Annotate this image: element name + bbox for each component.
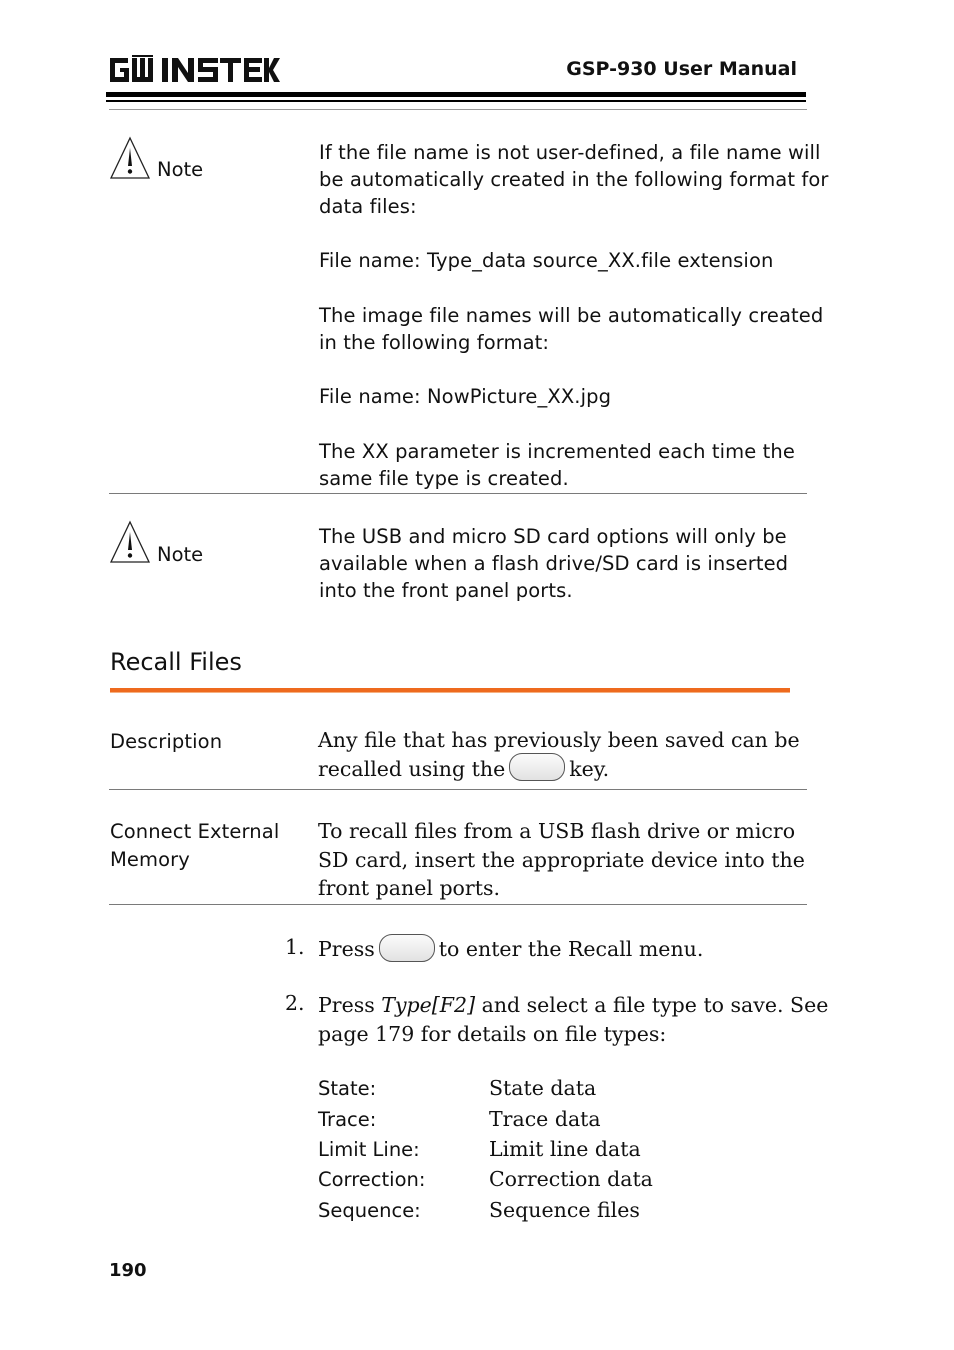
header-rule-thick bbox=[106, 92, 806, 97]
note-body bbox=[319, 438, 795, 492]
row-separator bbox=[109, 493, 807, 494]
step-text: Press bbox=[318, 993, 382, 1017]
step-number: 2. bbox=[285, 991, 305, 1015]
step-2-text bbox=[318, 991, 828, 1048]
note-body bbox=[319, 523, 788, 604]
warning-triangle-icon bbox=[109, 520, 151, 564]
file-type-value: Sequence files bbox=[489, 1198, 640, 1222]
description-text: key. bbox=[569, 756, 610, 781]
connect-label-line: Connect External bbox=[110, 820, 280, 843]
note-text-line: The image file names will be automatically created bbox=[319, 304, 824, 327]
step-text: Press bbox=[318, 937, 375, 961]
section-accent-rule bbox=[110, 688, 790, 693]
note-text-line: in the following format: bbox=[319, 331, 550, 354]
description-body bbox=[318, 726, 800, 784]
file-type-label: State: bbox=[318, 1077, 377, 1100]
connect-text-line: To recall files from a USB flash drive or micro bbox=[318, 819, 796, 843]
gw-instek-logo bbox=[108, 55, 280, 85]
note-text-line: If the file name is not user-defined, a file name will bbox=[319, 141, 821, 164]
note-text-line: be automatically created in the following format for bbox=[319, 168, 829, 191]
note-text-line: The XX parameter is incremented each time the bbox=[319, 440, 795, 463]
header-rule-thin bbox=[106, 100, 806, 102]
file-type-value: State data bbox=[489, 1076, 597, 1100]
manual-title: GSP-930 User Manual bbox=[566, 58, 797, 80]
warning-triangle-icon bbox=[109, 136, 151, 180]
note-text-line: into the front panel ports. bbox=[319, 579, 573, 602]
note-text-line: File name: Type_data source_XX.file extension bbox=[319, 249, 774, 272]
step-text-line: page 179 for details on file types: bbox=[318, 1021, 667, 1046]
connect-text-line: SD card, insert the appropriate device into the bbox=[318, 847, 805, 872]
connect-label-line: Memory bbox=[110, 848, 190, 871]
page-number: 190 bbox=[109, 1260, 147, 1281]
file-type-value: Correction data bbox=[489, 1167, 653, 1191]
step-text: to enter the Recall menu. bbox=[438, 937, 704, 961]
section-title: Recall Files bbox=[110, 648, 242, 676]
row-separator bbox=[109, 789, 807, 790]
note-text-line: The USB and micro SD card options will only be bbox=[319, 525, 787, 548]
recall-key-icon bbox=[509, 753, 565, 781]
table-top-rule bbox=[109, 109, 807, 110]
note-body bbox=[319, 302, 823, 356]
note-text-line: available when a flash drive/SD card is inserted bbox=[319, 552, 789, 575]
note-label: Note bbox=[157, 158, 204, 181]
description-label: Description bbox=[110, 730, 223, 753]
file-type-value: Limit line data bbox=[489, 1137, 641, 1161]
note-body bbox=[319, 139, 829, 220]
note-text-line: File name: NowPicture_XX.jpg bbox=[319, 385, 612, 408]
file-type-value: Trace data bbox=[489, 1107, 601, 1131]
row-separator bbox=[109, 904, 807, 905]
file-type-label: Sequence: bbox=[318, 1199, 421, 1222]
step-text: and select a file type to save. See bbox=[475, 993, 829, 1017]
connect-memory-body bbox=[318, 817, 805, 903]
description-text-line bbox=[318, 755, 800, 785]
file-type-label: Limit Line: bbox=[318, 1138, 420, 1161]
file-type-label: Trace: bbox=[318, 1108, 377, 1131]
note-text-line: data files: bbox=[319, 195, 417, 218]
softkey-type-f2: Type[F2] bbox=[381, 993, 476, 1017]
note-label: Note bbox=[157, 543, 204, 566]
data-file-format bbox=[319, 247, 773, 274]
note-text-line: same file type is created. bbox=[319, 467, 569, 490]
step-text-line bbox=[318, 991, 828, 1020]
connect-text-line: front panel ports. bbox=[318, 876, 500, 900]
description-text: Any file that has previously been saved can be bbox=[318, 728, 800, 752]
connect-memory-label bbox=[110, 818, 279, 874]
description-text: recalled using the bbox=[318, 756, 506, 781]
step-1-text bbox=[318, 935, 703, 965]
recall-key-icon bbox=[379, 934, 435, 962]
image-file-format bbox=[319, 383, 611, 410]
step-number: 1. bbox=[285, 935, 305, 959]
file-type-label: Correction: bbox=[318, 1168, 426, 1191]
